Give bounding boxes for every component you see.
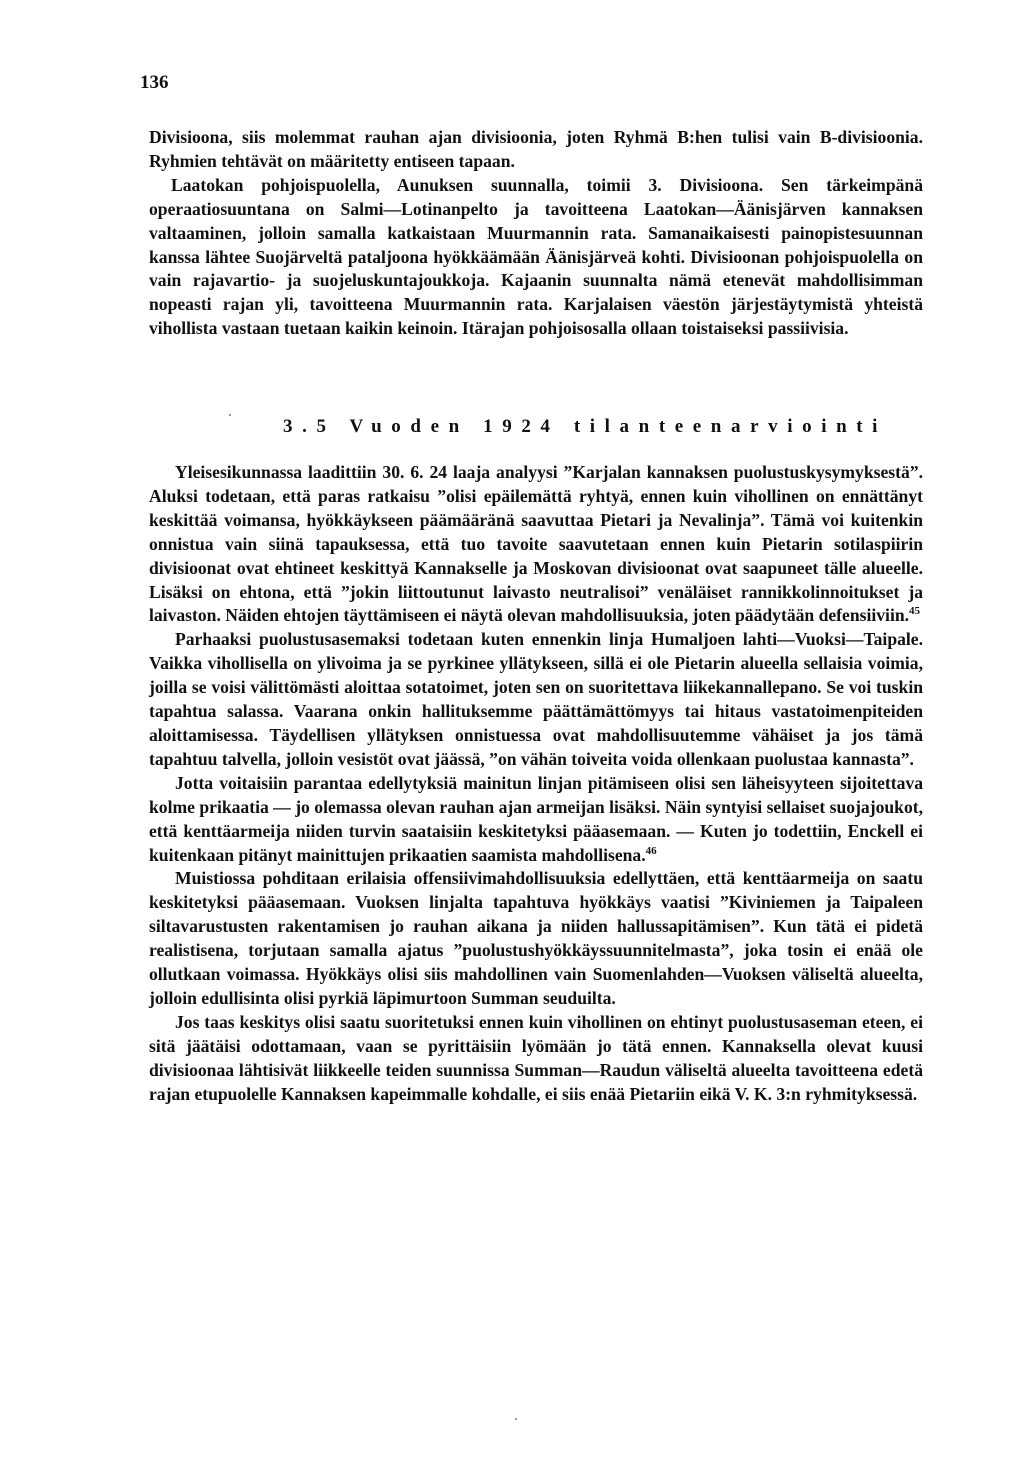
scan-speck (515, 1418, 517, 1420)
intro-text-block (149, 126, 923, 341)
paragraph (149, 772, 923, 868)
paragraph-text: Yleisesikunnassa laadittiin 30. 6. 24 laaja analyysi ”Karjalan kannaksen puolustuskysymyksestä”. Aluksi todetaan, että paras ratkaisu ”olisi epäilemättä ryhtyä, ennen kuin vihollinen on ennättänyt keskittää voimansa, hyökkäykseen päämääränä saavuttaa Pietari ja Nevalinja”. Tämä voi kuitenkin onnistua vain siinä tapauksessa, että tuo tavoite saavutetaan ennen kuin Pietarin sotilaspiirin divisioonat ovat ehtineet keskittyä Kannakselle ja Moskovan divisioonat ovat saapuneet tälle alueelle. Lisäksi on ehtona, että ”jokin liittoutunut laivasto neutralisoi” venäläiset rannikkolinnoitukset ja laivaston. Näiden ehtojen täyttämiseen ei näytä olevan mahdollisuuksia, joten päädytään defensiiviin. (149, 462, 923, 626)
scan-speck (229, 414, 231, 416)
paragraph: Divisioona, siis molemmat rauhan ajan divisioonia, joten Ryhmä B:hen tulisi vain B-divisioonia. Ryhmien tehtävät on määritetty entiseen tapaan. (149, 127, 923, 171)
section-heading: 3.5 Vuoden 1924 tilanteenarviointi (283, 416, 888, 437)
paragraph: Parhaaksi puolustusasemaksi todetaan kuten ennenkin linja Humaljoen lahti—Vuoksi—Taipale. Vaikka vihollisella on ylivoima ja se pyrkinee yllätykseen, sillä ei ole Pietarin alueella sellaisia voimia, joilla se voisi välittömästi aloittaa sotatoimet, joten sen on suoritettava liikekannallepano. Se voi tuskin tapahtua salassa. Vaarana onkin hallituksemme päättämättömyys tai hitaus vastatoimenpiteiden aloittamisessa. Täydellisen yllätyksen onnistuessa ovat mahdollisuutemme vähäiset ja jos tämä tapahtuu talvella, jolloin vesistöt ovat jäässä, ”on vähän toiveita voida ollenkaan puolustaa kannasta”. (149, 629, 923, 769)
paragraph: Jos taas keskitys olisi saatu suoritetuksi ennen kuin vihollinen on ehtinyt puolustusaseman eteen, ei sitä jäätäisi odottamaan, vaan se pyrittäisiin lyömään jo tätä ennen. Kannaksella olevat kuusi divisioonaa lähtisivät liikkeelle teiden suunnissa Summan—Raudun väliseltä alueelta tavoitteena edetä rajan etupuolelle Kannaksen kapeimmalle kohdalle, ei siis enää Pietariin eikä V. K. 3:n ryhmityksessä. (149, 1011, 923, 1104)
paragraph: Muistiossa pohditaan erilaisia offensiivimahdollisuuksia edellyttäen, että kenttäarmeija on saatu keskitetyksi pääasemaan. Vuoksen linjalta tapahtuva hyökkäys vaatisi ”Kiviniemen ja Taipaleen siltavarustusten rakentamisen jo rauhan aikana ja niiden hallussapitämisen”. Kun tätä ei pidetä realistisena, torjutaan samalla ajatus ”puolustushyökkäyssuunnitelmasta”, joka tosin ei enää ole ollutkaan voimassa. Hyökkäys olisi siis mahdollinen vain Suomenlahden—Vuoksen väliseltä alueelta, jolloin edullisinta olisi pyrkiä läpimurtoon Summan seuduilta. (149, 868, 923, 1008)
section-text-block (149, 461, 923, 1106)
page-number: 136 (140, 72, 169, 93)
footnote-ref: 45 (909, 605, 921, 618)
paragraph: Laatokan pohjoispuolella, Aunuksen suunnalla, toimii 3. Divisioona. Sen tärkeimpänä operaatiosuuntana on Salmi—Lotinanpelto ja tavoitteena Laatokan—Äänisjärven kannaksen valtaaminen, jolloin samalla katkaistaan Muurmannin rata. Samanaikaisesti painopistesuunnan kanssa lähtee Suojärveltä pataljoona hyökkäämään Äänisjärveä kohti. Divisioonan pohjoispuolella on vain rajavartio- ja suojeluskuntajoukkoja. Kajaanin suunnalta nämä etenevät mahdollisimman nopeasti rajan yli, tavoitteena Muurmannin rata. Karjalaisen väestön järjestäytymistä yhteistä vihollista vastaan tuetaan kaikin keinoin. Itärajan pohjoisosalla ollaan toistaiseksi passiivisia. (149, 174, 923, 339)
paragraph (149, 461, 923, 628)
footnote-ref: 46 (645, 844, 657, 857)
paragraph-text: Jotta voitaisiin parantaa edellytyksiä mainitun linjan pitämiseen olisi sen läheisyyteen sijoitettava kolme prikaatia — jo olemassa olevan rauhan ajan armeijan lisäksi. Näin syntyisi sellaiset suojajoukot, että kenttäarmeija niiden turvin saataisiin keskitetyksi pääasemaan. — Kuten jo todettiin, Enckell ei kuitenkaan pitänyt mainittujen prikaatien saamista mahdollisena. (149, 772, 923, 865)
